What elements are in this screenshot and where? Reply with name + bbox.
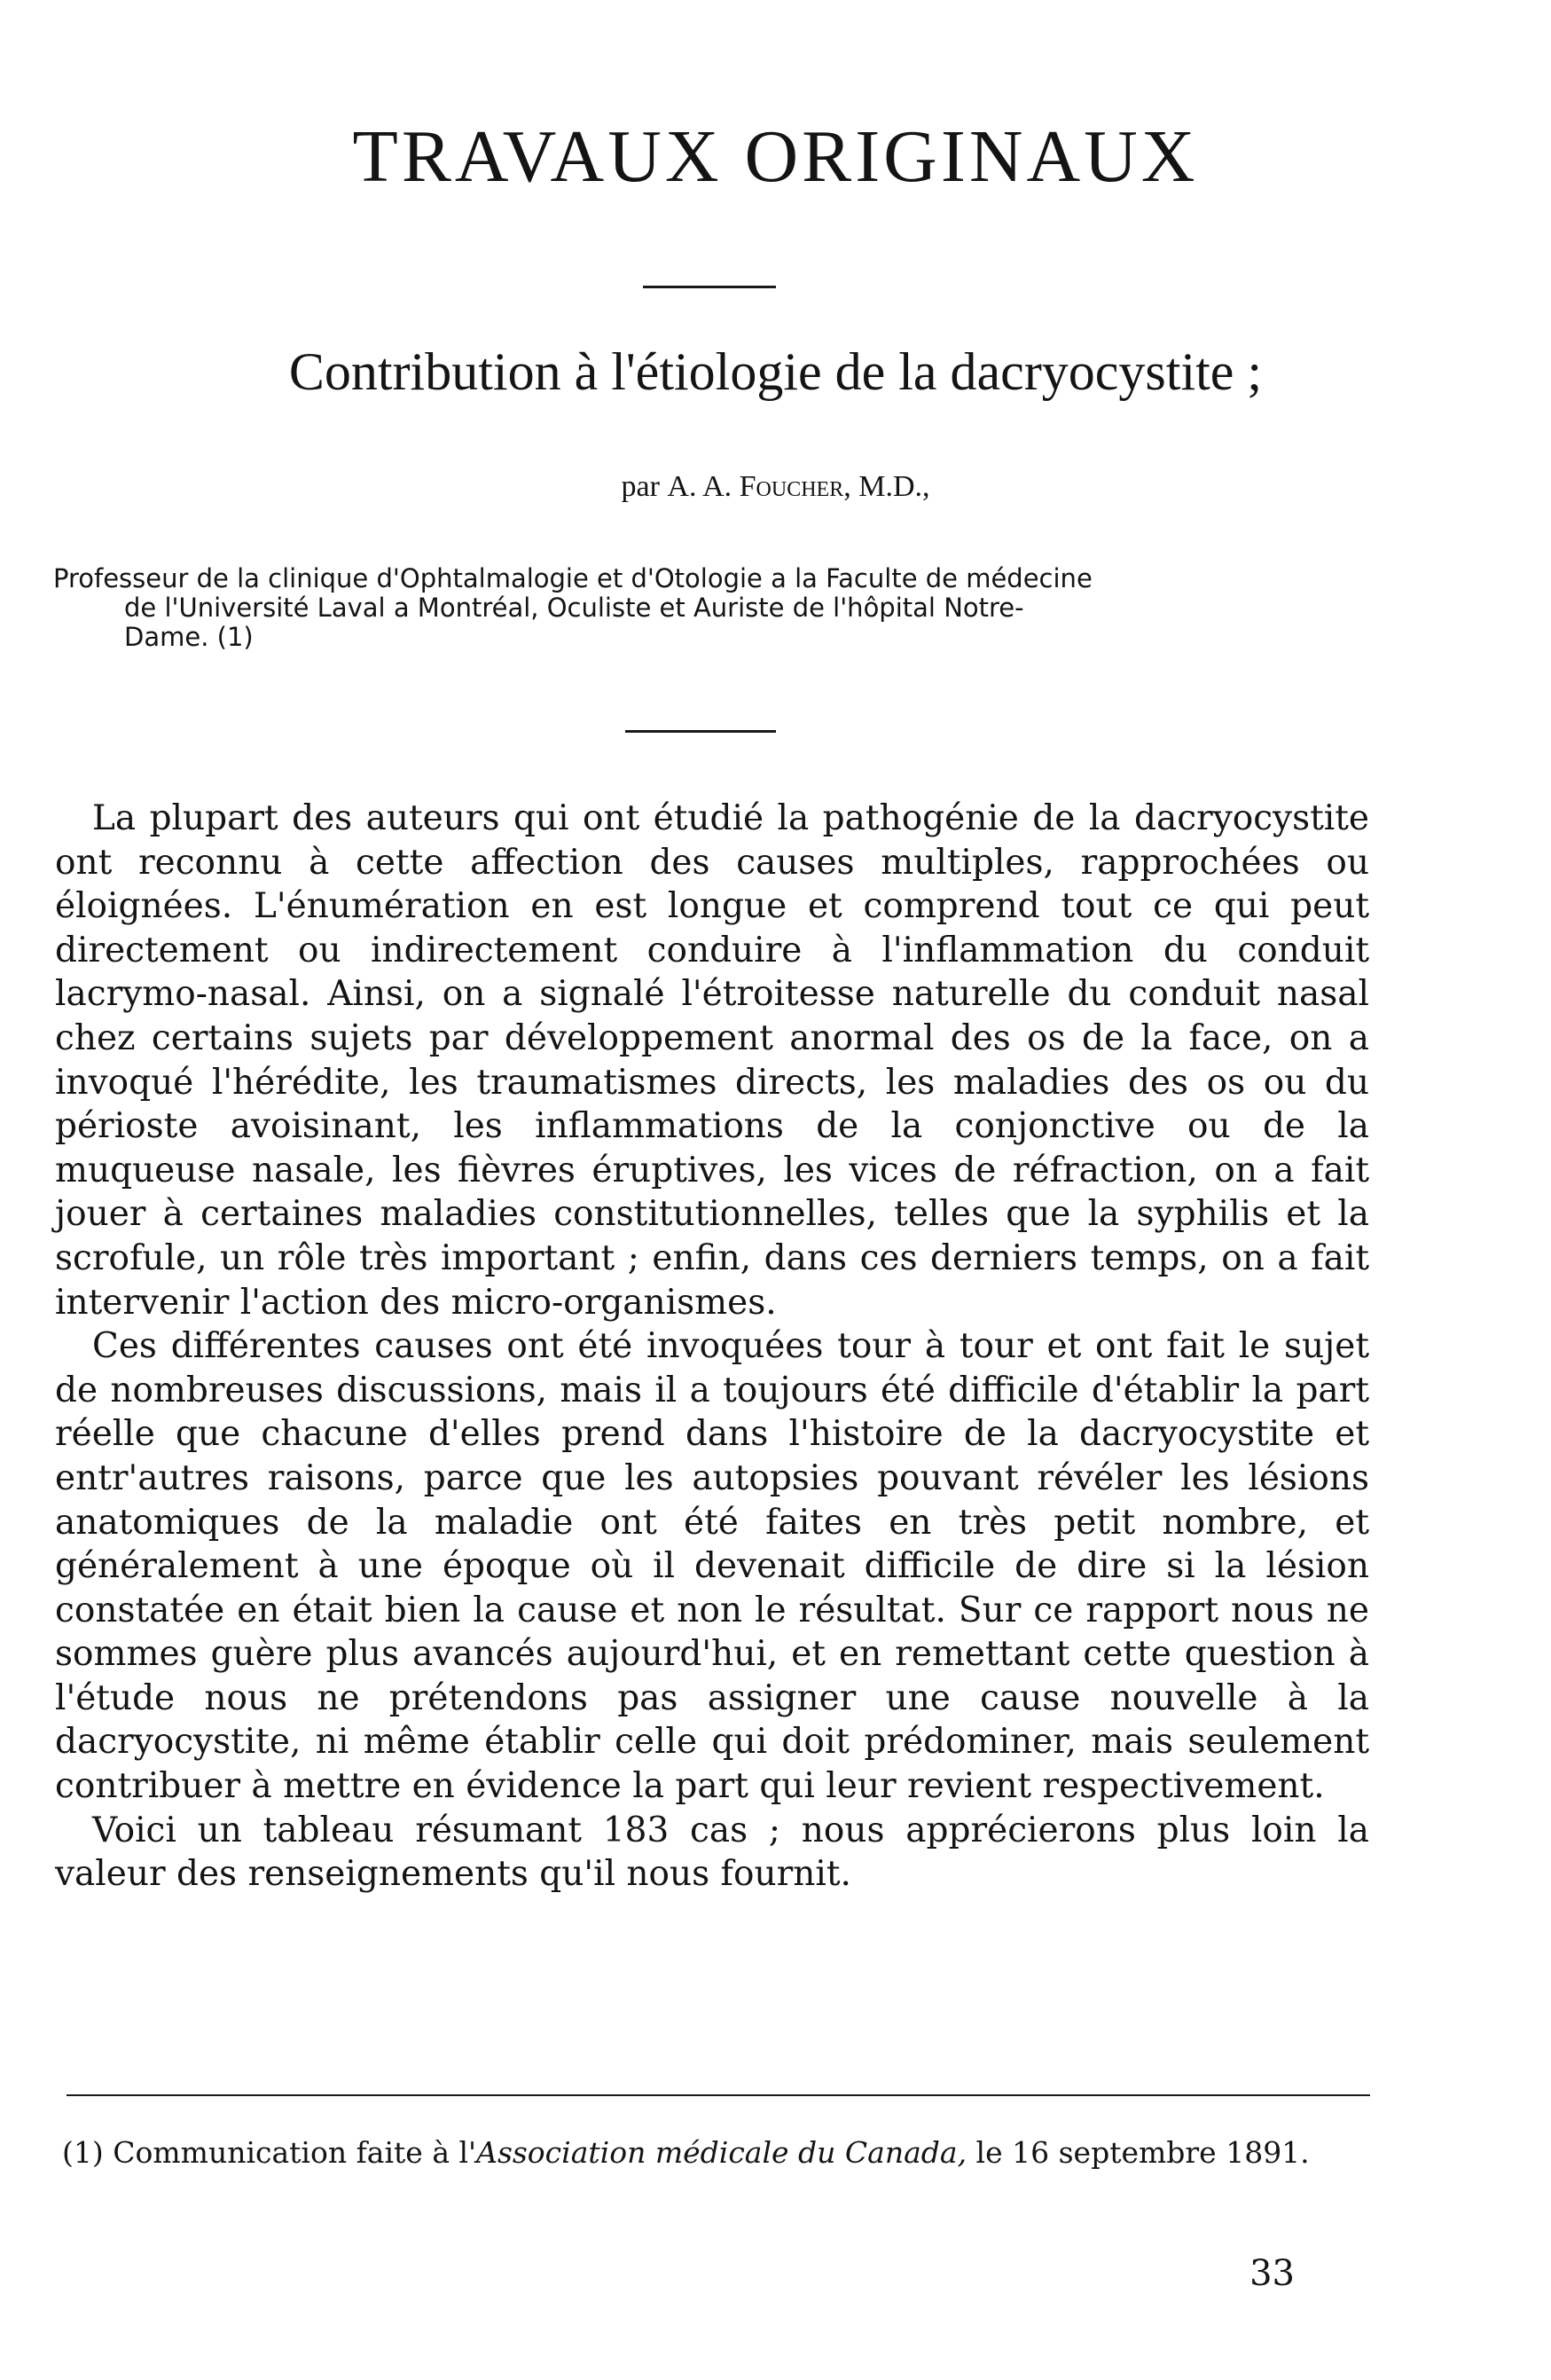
section-title: TRAVAUX ORIGINAUX [352, 115, 1199, 198]
footnote-text-before: Communication faite à l' [113, 2135, 477, 2170]
affiliation-line-1: Professeur de la clinique d'Ophtalmalogie et d'Otologie a la Faculte de médecine [53, 563, 1093, 593]
page-number: 33 [1249, 2253, 1295, 2294]
author-name: A. A. Foucher, M.D., [667, 470, 930, 503]
footnote [62, 2136, 1369, 2170]
affiliation-line-2: de l'Université Laval a Montréal, Oculiste et Auriste de l'hôpital Notre- [124, 593, 1024, 623]
header-divider-rule [625, 730, 776, 733]
footnote-divider-rule [67, 2094, 1370, 2096]
body-paragraph-2: Ces différentes causes ont été invoquées tour à tour et ont fait le sujet de nombreuses discussions, mais il a toujours été difficile d'établir la part réelle que chacune d'elles prend dans l'histoire de la dacryocystite et entr'autres raisons, parce que les autopsies pouvant révéler les lésions anatomiques de la maladie ont été faites en très petit nombre, et généralement à une époque où il devenait difficile de dire si la lésion constatée en était bien la cause et non le résultat. Sur ce rapport nous ne sommes guère plus avancés aujourd'hui, et en remettant cette question à l'étude nous ne prétendons pas assigner une cause nouvelle à la dacryocystite, ni même établir celle qui doit prédominer, mais seulement contribuer à mettre en évidence la part qui leur revient respectivement. [55, 1326, 1369, 1807]
article-title: Contribution à l'étiologie de la dacryocystite ; [288, 342, 1263, 401]
author-affiliation [53, 564, 1383, 652]
footnote-italic-name: Association médicale du Canada, [476, 2135, 967, 2170]
body-paragraph-3: Voici un tableau résumant 183 cas ; nous apprécierons plus loin la valeur des renseignements qu'il nous fournit. [55, 1810, 1369, 1895]
article-body [55, 797, 1369, 1897]
article-byline [0, 470, 1551, 504]
affiliation-line-3: Dame. (1) [124, 622, 254, 652]
body-paragraph-1: La plupart des auteurs qui ont étudié la pathogénie de la dacryocystite ont reconnu à cette affection des causes multiples, rapprochées ou éloignées. L'énumération en est longue et comprend tout ce qui peut directement ou indirectement conduire à l'inflammation du conduit lacrymo-nasal. Ainsi, on a signalé l'étroitesse naturelle du conduit nasal chez certains sujets par développement anormal des os de la face, on a invoqué l'hérédite, les traumatismes directs, les maladies des os ou du périoste avoisinant, les inflammations de la conjonctive ou de la muqueuse nasale, les fièvres éruptives, les vices de réfraction, on a fait jouer à certaines maladies constitutionnelles, telles que la syphilis et la scrofule, un rôle très important ; enfin, dans ces derniers temps, on a fait intervenir l'action des micro-organismes. [55, 798, 1369, 1323]
footnote-text-after: le 16 septembre 1891. [967, 2135, 1310, 2170]
footnote-marker: (1) [62, 2135, 104, 2170]
byline-prefix: par [621, 470, 660, 503]
title-divider-rule [643, 286, 776, 288]
